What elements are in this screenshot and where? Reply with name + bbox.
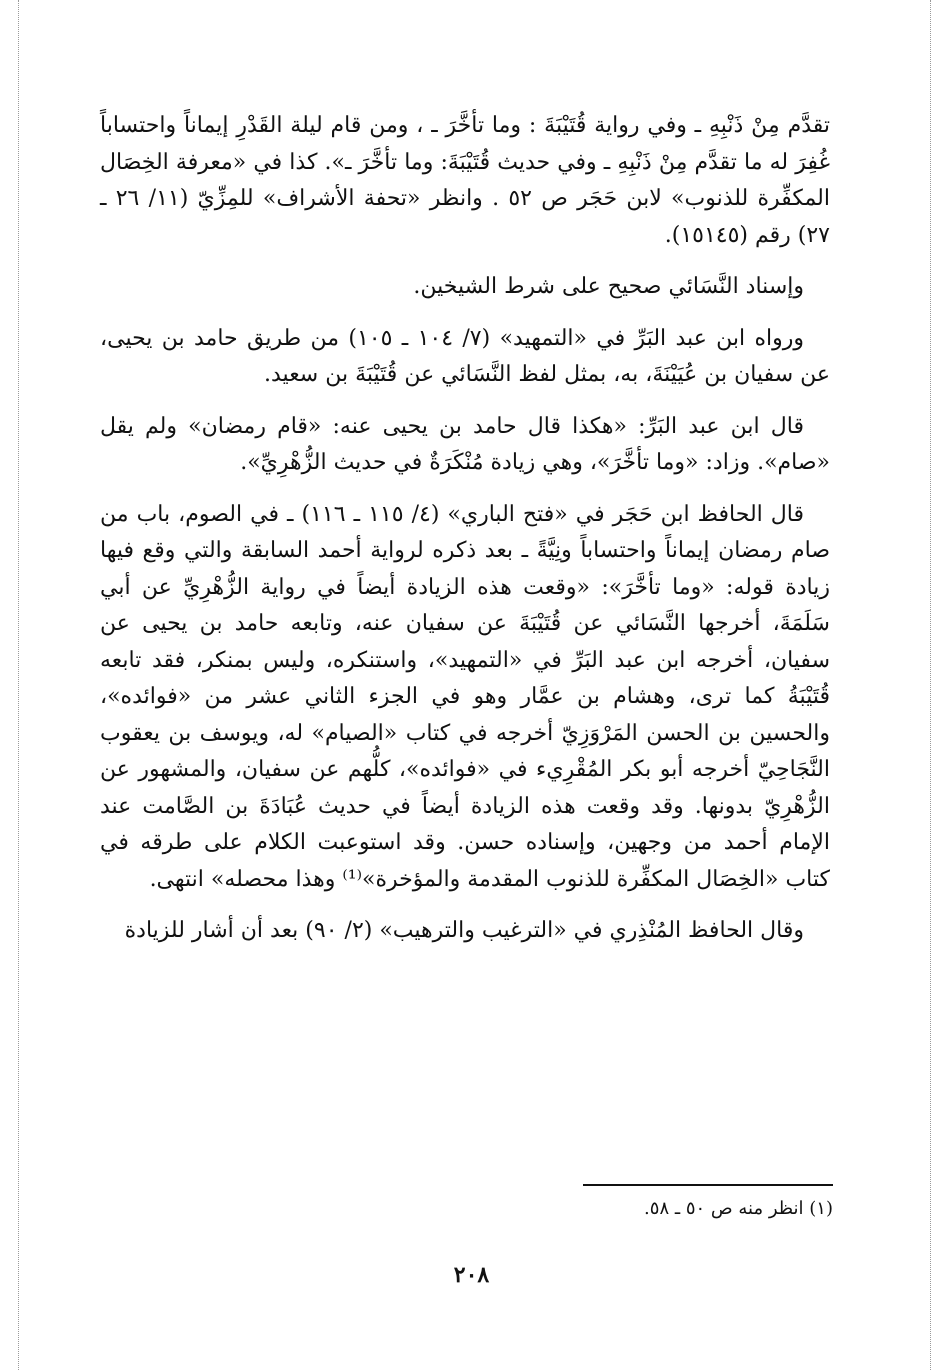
right-dotted-margin xyxy=(930,0,931,1370)
footnote: (١) انظر منه ص ٥٠ ـ ٥٨. xyxy=(644,1198,833,1219)
paragraph-3: ورواه ابن عبد البَرِّ في «التمهيد» (٧/ ١٠٤ ـ ١٠٥) من طريق حامد بن يحيى، عن سفيان بن عُيَيْنَةَ، به، بمثل لفظ النَّسَائي عن قُتَيْبَةَ بن سعيد. xyxy=(100,325,830,387)
paragraph-1: تقدَّم مِنْ ذَنْبِهِ ـ وفي رواية قُتَيْبَةَ : وما تأخَّرَ ـ ، ومن قام ليلة القَدْرِ إيماناً واحتساباً غُفِرَ له ما تقدَّم مِنْ ذَنْبِهِ ـ وفي حديث قُتَيْبَةَ: وما تأخَّرَ ـ». كذا في «معرفة الخِصَال المكفِّرة للذنوب» لابن حَجَر ص ٥٢ . وانظر «تحفة الأشراف» للمِزِّيّ (١١/ ٢٦ ـ ٢٧) رقم (١٥١٤٥). xyxy=(100,113,830,248)
footnote-divider xyxy=(583,1184,833,1186)
paragraph-4: قال ابن عبد البَرِّ: «هكذا قال حامد بن يحيى عنه: «قام رمضان» ولم يقل «صام». وزاد: «وما تأخَّرَ»، وهي زيادة مُنْكَرَةٌ في حديث الزُّهْرِيِّ». xyxy=(100,413,830,475)
paragraph-2: وإسناد النَّسَائي صحيح على شرط الشيخين. xyxy=(413,274,804,299)
left-dotted-margin xyxy=(18,0,19,1370)
paragraph-6: وقال الحافظ المُنْذِري في «الترغيب والترهيب» (٢/ ٩٠) بعد أن أشار للزيادة xyxy=(124,918,804,943)
main-text xyxy=(100,108,830,965)
page-number: ٢٠٨ xyxy=(453,1262,490,1288)
paragraph-5: قال الحافظ ابن حَجَر في «فتح الباري» (٤/ ١١٥ ـ ١١٦) ـ في الصوم، باب من صام رمضان إيماناً واحتساباً ونِيَّةً ـ بعد ذكره لرواية أحمد السابقة والتي وقع فيها زيادة قوله: «وما تأخَّرَ»: «وقعت هذه الزيادة أيضاً في رواية الزُّهْرِيِّ عن أبي سَلَمَةَ، أخرجها النَّسَائي عن قُتَيْبَةَ عن سفيان عنه، وتابعه حامد بن يحيى عن سفيان، أخرجه ابن عبد البَرِّ في «التمهيد»، واستنكره، وليس بمنكر، فقد تابعه قُتَيْبَةُ كما ترى، وهشام بن عمَّار وهو في الجزء الثاني عشر من «فوائده»، والحسين بن الحسن المَرْوَزِيّ أخرجه في كتاب «الصيام» له، ويوسف بن يعقوب النَّجَاحِيّ أخرجه أبو بكر المُقْرِيء في «فوائده»، كلُّهم عن سفيان، والمشهور عن الزُّهْرِيّ بدونها. وقد وقعت هذه الزيادة أيضاً في حديث عُبَادَةَ بن الصَّامت عند الإمام أحمد من وجهين، وإسناده حسن. وقد استوعبت الكلام على طرقه في كتاب «الخِصَال المكفِّرة للذنوب المقدمة والمؤخرة»⁽¹⁾ وهذا محصله» انتهى. xyxy=(100,501,830,892)
